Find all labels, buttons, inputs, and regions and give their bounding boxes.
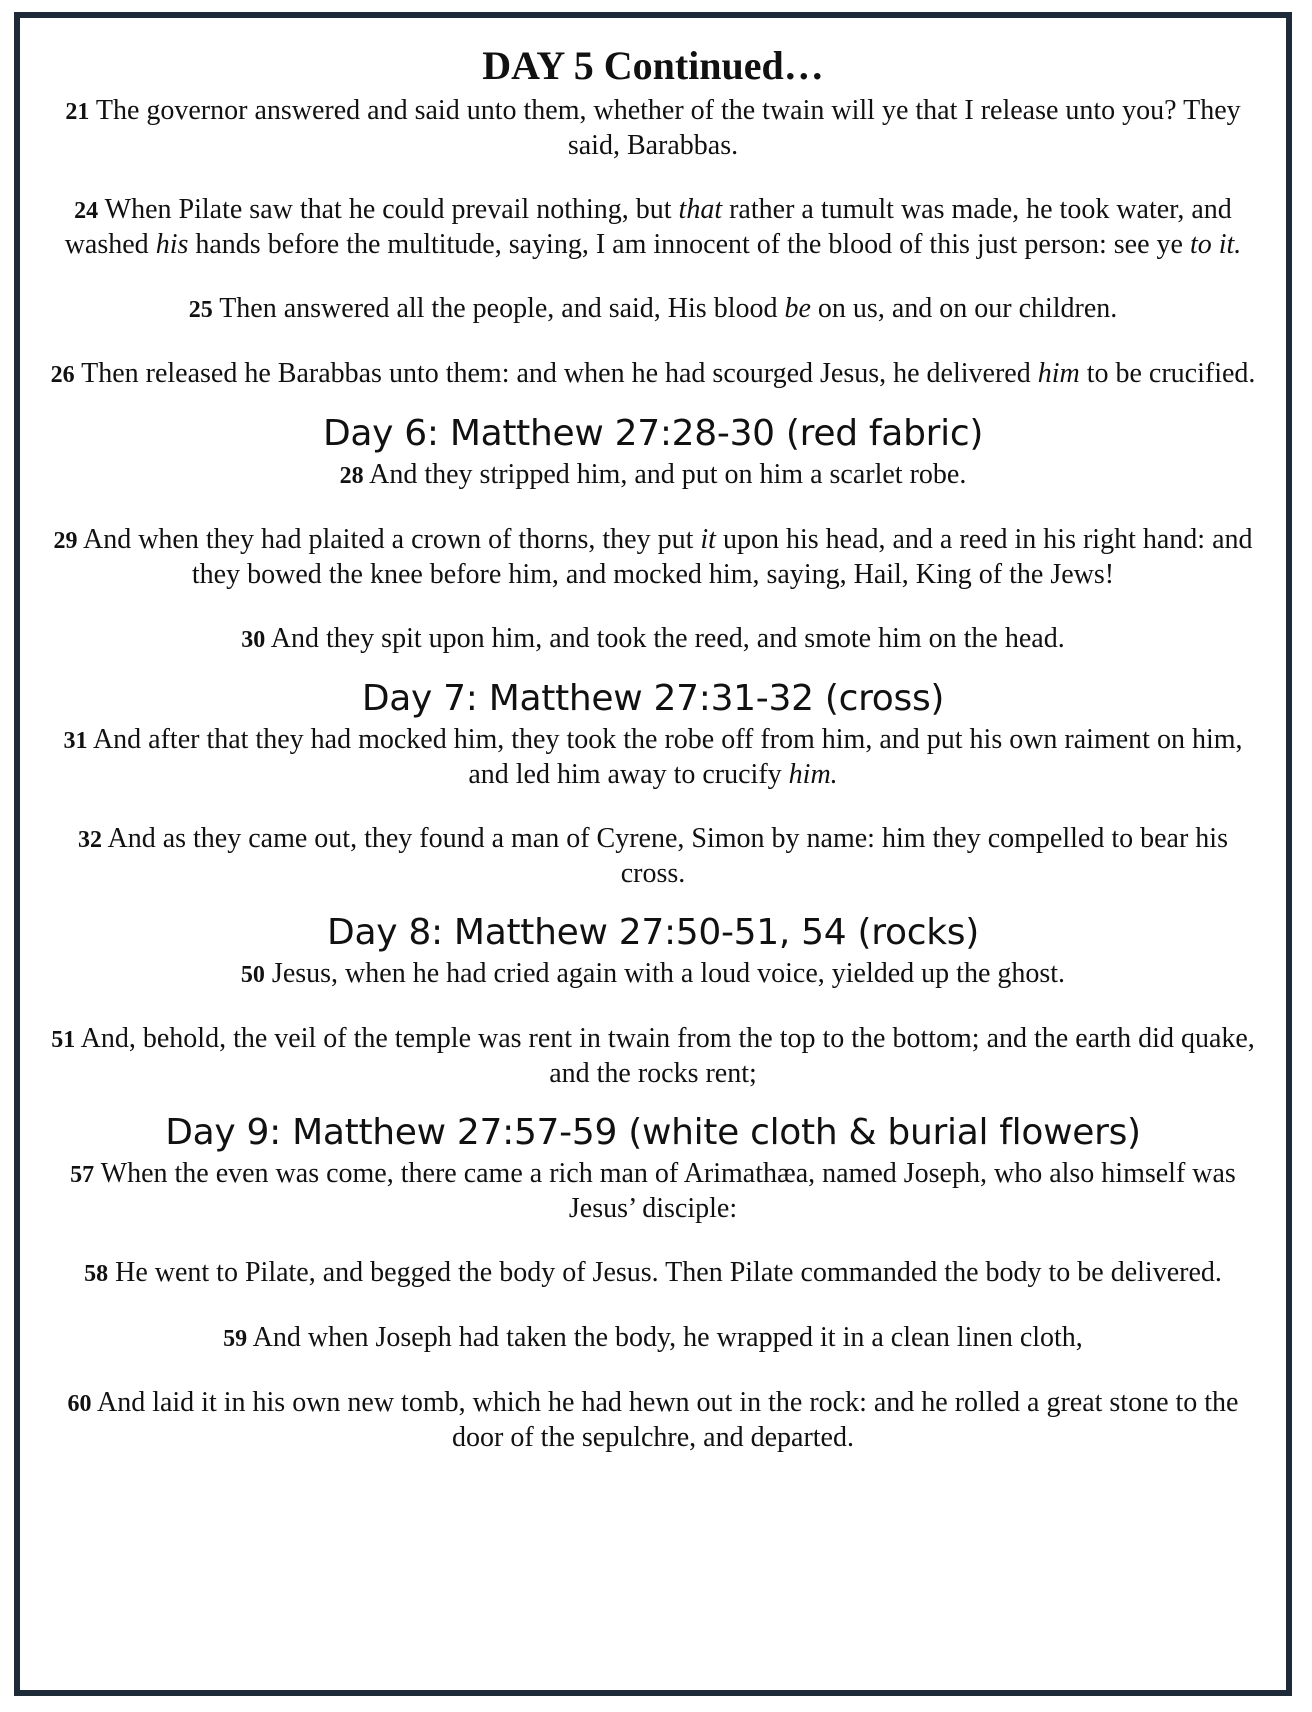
verse-text: And after that they had mocked him, they took the robe off from him, and put his own raiment on him, and led him away to crucify [92, 724, 1243, 790]
verse-text: He went to Pilate, and begged the body of Jesus. Then Pilate commanded the body to be delivered. [115, 1257, 1222, 1288]
verse-number: 57 [70, 1162, 95, 1188]
day-heading: Day 7: Matthew 27:31-32 (cross) [361, 678, 945, 719]
verse-text-italic: to it. [1189, 229, 1242, 260]
verse-number: 31 [63, 728, 88, 754]
verse [44, 1157, 1262, 1226]
verse [44, 357, 1262, 392]
verse [44, 458, 1262, 493]
verse-number: 26 [50, 362, 75, 388]
verse [44, 94, 1262, 163]
verse-number: 60 [67, 1391, 92, 1417]
verse-number: 32 [78, 827, 102, 853]
day-heading: Day 6: Matthew 27:28-30 (red fabric) [322, 413, 984, 454]
verse-text-italic: him [1037, 358, 1080, 389]
verse-number: 59 [223, 1326, 248, 1352]
verse [44, 292, 1262, 327]
verse-number: 28 [339, 463, 364, 489]
page-title: DAY 5 Continued… [482, 43, 824, 88]
day-section [44, 94, 1262, 392]
verse-text: And as they came out, they found a man of Cyrene, Simon by name: him they compelled to bear his cross. [107, 823, 1228, 889]
verse-text-italic: be [784, 293, 811, 324]
day-section [44, 1111, 1262, 1455]
verse [44, 1256, 1262, 1291]
verse-text: And, behold, the veil of the temple was rent in twain from the top to the bottom; and the earth did quake, and the rocks rent; [80, 1023, 1255, 1089]
day-section [44, 911, 1262, 1091]
verse-number: 24 [74, 198, 99, 224]
verse-number: 21 [65, 99, 90, 125]
verse-number: 51 [51, 1027, 76, 1053]
day-section [44, 412, 1262, 657]
verse-text-italic: him. [788, 759, 838, 790]
verse-text: rather a tumult was made, he took water, and washed [64, 194, 1232, 260]
verse-number: 58 [84, 1261, 109, 1287]
verse [44, 1321, 1262, 1356]
verse-text: And laid it in his own new tomb, which he had hewn out in the rock: and he rolled a great stone to the door of the sepulchre, and departed. [96, 1387, 1239, 1453]
verse-number: 30 [241, 627, 266, 653]
verse-text: And they stripped him, and put on him a scarlet robe. [369, 459, 967, 490]
verse-text: And when they had plaited a crown of thorns, they put [82, 524, 701, 555]
verse-text: When Pilate saw that he could prevail nothing, but [104, 194, 679, 225]
verse-text-italic: his [155, 229, 189, 260]
page-border-frame [14, 12, 1292, 1696]
verse-text: upon his head, and a reed in his right hand: and they bowed the knee before him, and mocked him, saying, Hail, King of the Jews! [191, 524, 1253, 590]
verse-number: 29 [53, 528, 78, 554]
verse [44, 193, 1262, 262]
verse-text-italic: that [678, 194, 723, 225]
verse [44, 822, 1262, 891]
verse-text: Then answered all the people, and said, His blood [219, 293, 785, 324]
verse [44, 523, 1262, 592]
verse-text: Then released he Barabbas unto them: and when he had scourged Jesus, he delivered [81, 358, 1038, 389]
verse-text: to be crucified. [1079, 358, 1256, 389]
verse-text-italic: it [700, 524, 716, 555]
verse [44, 957, 1262, 992]
verse-number: 50 [240, 962, 265, 988]
verse-text: When the even was come, there came a rich man of Arimathæa, named Joseph, who also himself was Jesus’ disciple: [100, 1158, 1236, 1224]
verse [44, 1022, 1262, 1091]
day-heading: Day 9: Matthew 27:57-59 (white cloth & burial flowers) [165, 1112, 1141, 1153]
scripture-content [44, 94, 1262, 1455]
day-heading: Day 8: Matthew 27:50-51, 54 (rocks) [327, 912, 979, 953]
verse-text: The governor answered and said unto them, whether of the twain will ye that I release unto you? They said, Barabbas. [95, 95, 1241, 161]
verse-text: hands before the multitude, saying, I am innocent of the blood of this just person: see ye [188, 229, 1190, 260]
verse [44, 622, 1262, 657]
verse-text: And they spit upon him, and took the reed, and smote him on the head. [270, 623, 1065, 654]
verse-text: And when Joseph had taken the body, he wrapped it in a clean linen cloth, [252, 1322, 1083, 1353]
verse [44, 723, 1262, 792]
day-section [44, 677, 1262, 891]
verse-text: on us, and on our children. [810, 293, 1118, 324]
verse-number: 25 [188, 297, 213, 323]
verse-text: Jesus, when he had cried again with a loud voice, yielded up the ghost. [271, 958, 1066, 989]
verse [44, 1386, 1262, 1455]
